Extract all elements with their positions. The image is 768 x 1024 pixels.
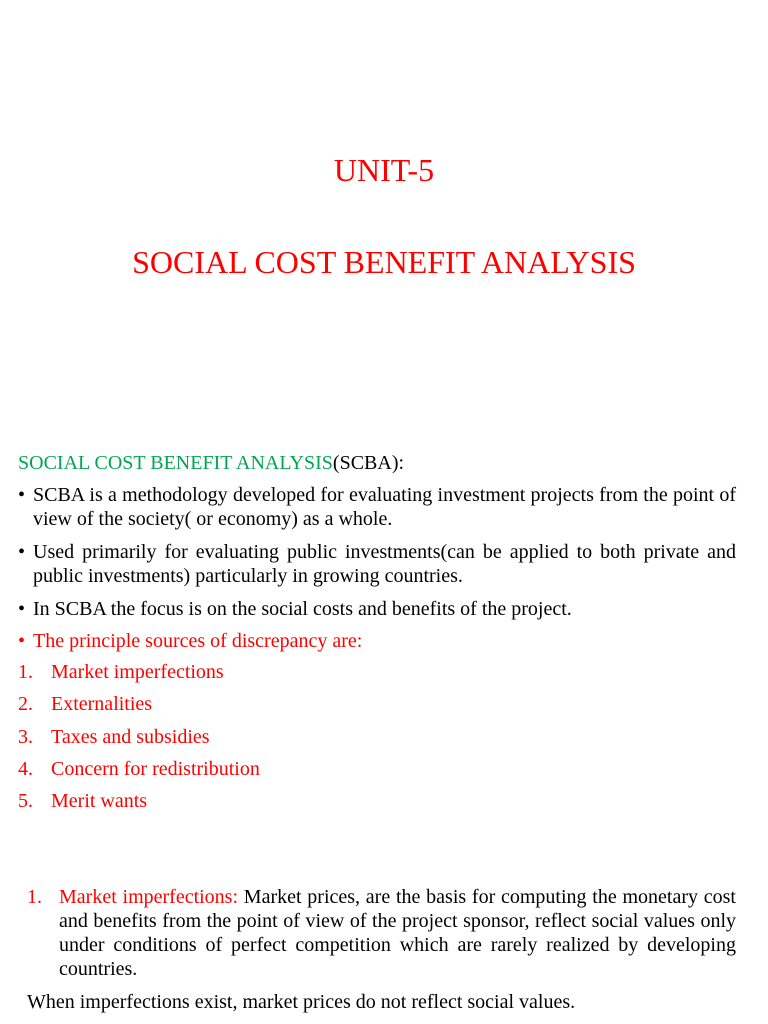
source-item xyxy=(18,789,147,813)
bullet-text: In SCBA the focus is on the social costs and benefits of the project. xyxy=(33,598,572,620)
scba-heading-suffix: (SCBA): xyxy=(332,452,405,474)
scba-heading xyxy=(18,451,736,475)
bullet-text: SCBA is a methodology developed for evaluating investment projects from the point of view of the society( or economy) as a whole. xyxy=(33,484,736,530)
source-number: 4. xyxy=(18,758,33,780)
closing-statement: When imperfections exist, market prices do not reflect social values. xyxy=(27,991,576,1013)
detail-text: Market prices, are the basis for computing the monetary cost and benefits from the point of view of the project sponsor, reflect social values only under conditions of perfect competition which are rarely realized by developing countries. xyxy=(59,886,736,980)
source-label: Market imperfections xyxy=(51,661,224,683)
bullet-item-discrepancy xyxy=(18,629,736,653)
detail-label: Market imperfections: xyxy=(59,886,239,908)
source-item xyxy=(18,757,260,781)
source-label: Merit wants xyxy=(51,790,148,812)
source-number: 3. xyxy=(18,726,33,748)
bullet-text: The principle sources of discrepancy are: xyxy=(33,630,363,652)
source-label: Taxes and subsidies xyxy=(51,726,210,748)
bullet-item xyxy=(18,483,736,531)
source-number: 5. xyxy=(18,790,33,812)
source-item xyxy=(18,660,224,684)
source-number: 1. xyxy=(18,661,33,683)
market-imperfections-detail xyxy=(27,885,736,981)
source-item xyxy=(18,692,152,716)
main-title: SOCIAL COST BENEFIT ANALYSIS xyxy=(132,244,636,280)
bullet-dot: • xyxy=(18,598,26,620)
source-item xyxy=(18,725,210,749)
bullet-text: Used primarily for evaluating public investments(can be applied to both private and public investments) particularly in growing countries. xyxy=(33,541,736,587)
source-number: 2. xyxy=(18,693,33,715)
scba-heading-label: SOCIAL COST BENEFIT ANALYSIS xyxy=(18,452,333,474)
bullet-dot: • xyxy=(18,541,26,563)
title-slide xyxy=(0,0,768,420)
source-label: Externalities xyxy=(51,693,153,715)
detail-number: 1. xyxy=(27,886,42,908)
bullet-item xyxy=(18,540,736,588)
bullet-item xyxy=(18,597,736,621)
detail-paragraph xyxy=(59,885,736,981)
bullet-dot: • xyxy=(18,484,26,506)
bullet-dot: • xyxy=(18,630,26,652)
source-label: Concern for redistribution xyxy=(51,758,260,780)
unit-title: UNIT-5 xyxy=(333,152,435,188)
